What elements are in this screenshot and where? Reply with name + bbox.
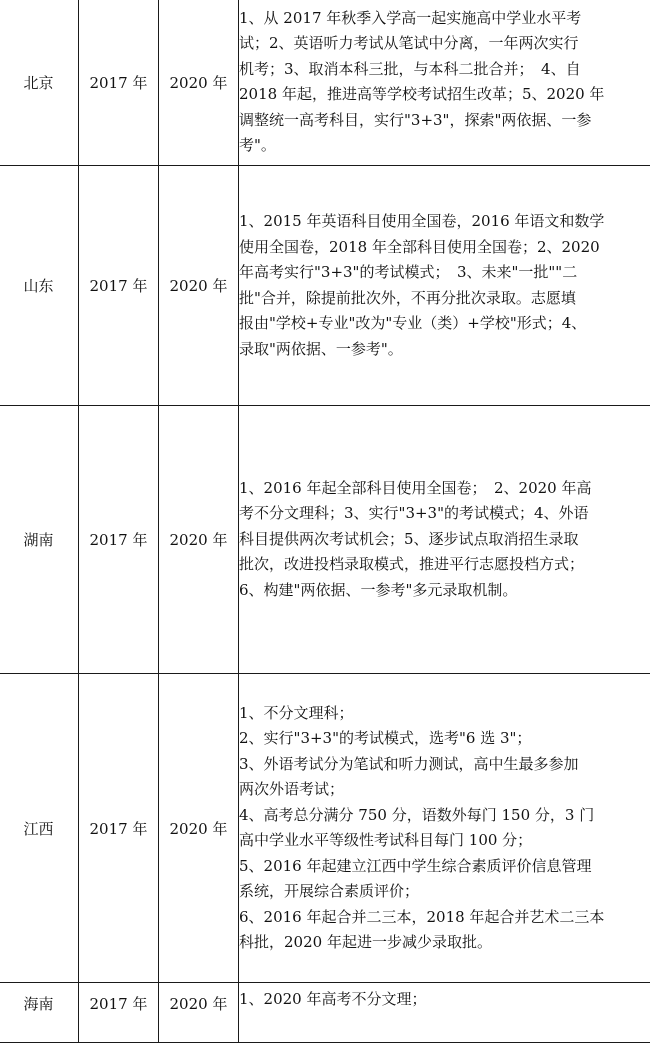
start-year-cell: 2017 年 [79,166,159,406]
table-row [0,983,650,1043]
description-line: 录取"两依据、一参考"。 [239,337,650,363]
end-year-cell: 2020 年 [159,983,239,1043]
start-year-cell: 2017 年 [79,674,159,983]
description-cell [239,674,650,983]
province-cell: 江西 [0,674,79,983]
description-line: 调整统一高考科目，实行"3+3"，探索"两依据、一参 [239,108,650,134]
description-line: 试；2、英语听力考试从笔试中分离，一年两次实行 [239,31,650,57]
description-line: 年高考实行"3+3"的考试模式； 3、未来"一批""二 [239,260,650,286]
description-line: 机考；3、取消本科三批，与本科二批合并； 4、自 [239,57,650,83]
description-cell [239,406,650,674]
description-cell [239,983,650,1043]
description-line: 高中学业水平等级性考试科目每门 100 分； [239,828,650,854]
province-cell: 湖南 [0,406,79,674]
description-line: 6、构建"两依据、一参考"多元录取机制。 [239,578,650,604]
description-line: 1、2016 年起全部科目使用全国卷； 2、2020 年高 [239,476,650,502]
description-line: 1、2020 年高考不分文理； [239,987,650,1013]
description-line: 科目提供两次考试机会；5、逐步试点取消招生录取 [239,527,650,553]
description-line: 4、高考总分满分 750 分，语数外每门 150 分，3 门 [239,803,650,829]
description-line: 考"。 [239,133,650,159]
description-line: 批次，改进投档录取模式，推进平行志愿投档方式； [239,552,650,578]
province-cell: 山东 [0,166,79,406]
description-line: 考不分文理科；3、实行"3+3"的考试模式；4、外语 [239,501,650,527]
description-line: 3、外语考试分为笔试和听力测试，高中生最多参加 [239,752,650,778]
description-line: 批"合并，除提前批次外，不再分批次录取。志愿填 [239,286,650,312]
description-line: 6、2016 年起合并二三本，2018 年起合并艺术二三本 [239,905,650,931]
start-year-cell: 2017 年 [79,406,159,674]
description-cell [239,166,650,406]
description-line: 5、2016 年起建立江西中学生综合素质评价信息管理 [239,854,650,880]
table-row [0,406,650,674]
description-line: 两次外语考试； [239,777,650,803]
end-year-cell: 2020 年 [159,674,239,983]
province-cell: 北京 [0,0,79,166]
table-row [0,166,650,406]
description-line: 系统，开展综合素质评价； [239,879,650,905]
table-row [0,0,650,166]
end-year-cell: 2020 年 [159,166,239,406]
start-year-cell: 2017 年 [79,0,159,166]
description-line: 报由"学校+专业"改为"专业（类）+学校"形式；4、 [239,311,650,337]
description-line: 1、从 2017 年秋季入学高一起实施高中学业水平考 [239,6,650,32]
end-year-cell: 2020 年 [159,406,239,674]
description-line: 2018 年起，推进高等学校考试招生改革；5、2020 年 [239,82,650,108]
description-cell [239,0,650,166]
description-line: 1、不分文理科； [239,701,650,727]
province-cell: 海南 [0,983,79,1043]
table-row [0,674,650,983]
end-year-cell: 2020 年 [159,0,239,166]
description-line: 1、2015 年英语科目使用全国卷，2016 年语文和数学 [239,209,650,235]
description-line: 科批，2020 年起进一步减少录取批。 [239,930,650,956]
description-line: 使用全国卷，2018 年全部科目使用全国卷；2、2020 [239,235,650,261]
start-year-cell: 2017 年 [79,983,159,1043]
description-line: 2、实行"3+3"的考试模式，选考"6 选 3"； [239,726,650,752]
